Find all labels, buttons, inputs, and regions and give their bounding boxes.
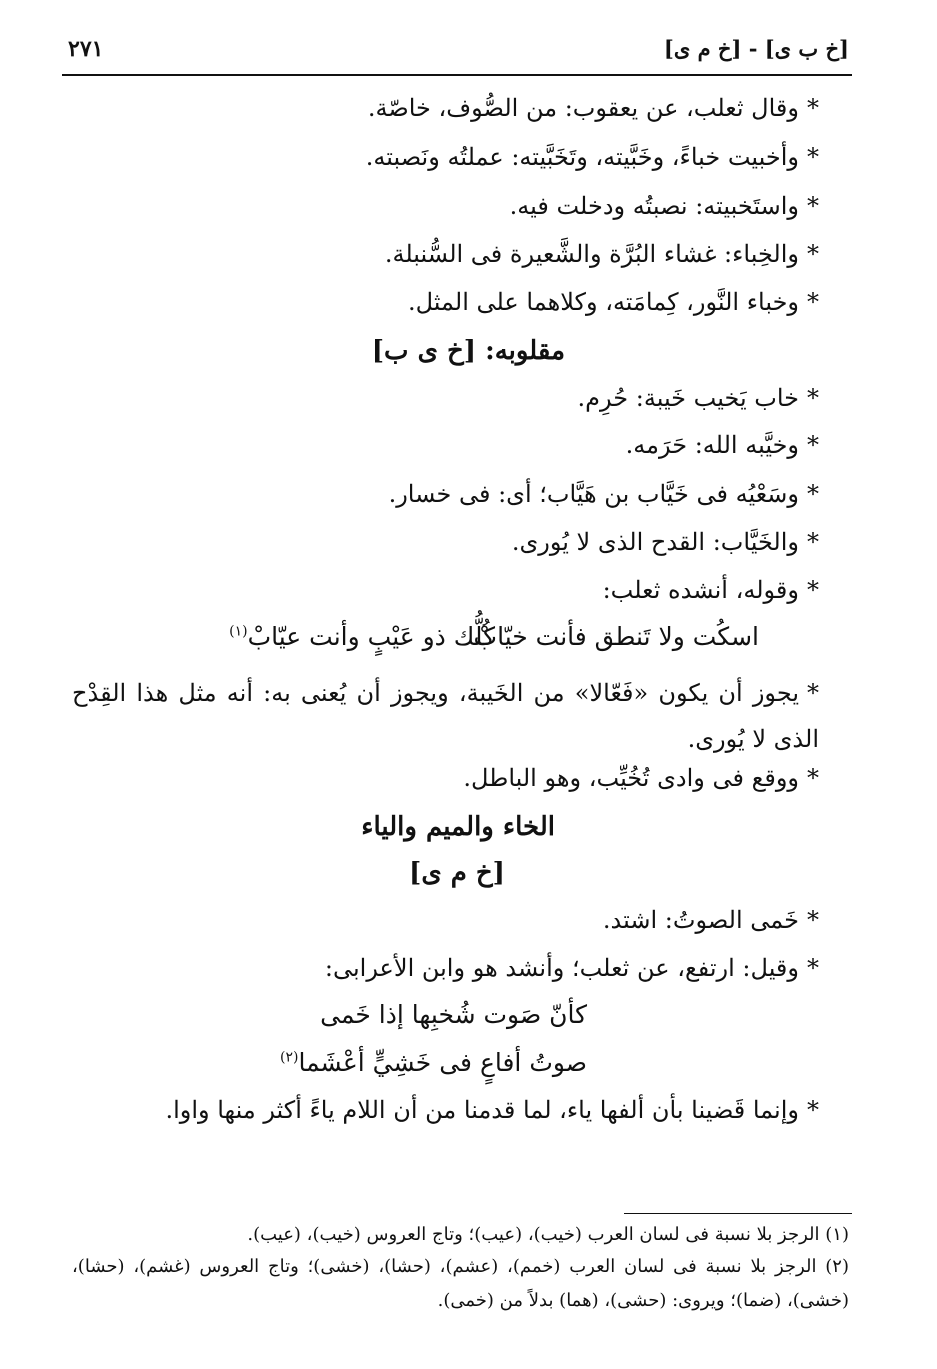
header-rule <box>62 74 852 76</box>
footnote-rule <box>624 1213 852 1214</box>
entry-line: *واستَخبيته: نصبتُه ودخلت فيه. <box>509 192 819 220</box>
footnote: (٢) الرجز بلا نسبة فى لسان العرب (خمم)، (عشم)، (حشا)، (خشى)؛ وتاج العروس (غشم)، (حشا)، (خشى)، (ضما)؛ ويروى: (حشى)، (هما) بدلاً من (خمى). <box>72 1256 849 1311</box>
footnote: (١) الرجز بلا نسبة فى لسان العرب (خيب)، (عيب)؛ وتاج العروس (خيب)، (عيب). <box>247 1224 849 1245</box>
entry-line: *وقوله، أنشده ثعلب: <box>602 576 819 604</box>
entry-line: *وأخبيت خباءً، وخَبَّيته، وتَخَبَّيته: عملتُه ونَصبته. <box>365 143 819 171</box>
footnote-ref: (١) <box>229 623 248 640</box>
entry-line: *والخَيَّاب: القدح الذى لا يُورى. <box>511 528 819 556</box>
subheading-maqlub: مقلوبه: [خ ى ب] <box>371 336 565 366</box>
entry-line: *وإنما قَضينا بأن ألفها ياء، لما قدمنا من أن اللام ياءً أكثر منها واوا. <box>165 1096 819 1124</box>
entry-line: *وخباء النَّور، كِمامَته، وكلاهما على المثل. <box>407 288 819 316</box>
entry-paragraph: *يجوز أن يكون «فَعّالا» من الخَيبة، ويجوز أن يُعنى به: أنه مثل هذا القِدْح الذى لا يُورى. <box>72 679 819 753</box>
root-heading: [خ م ى] <box>409 858 505 888</box>
verse-hemistich-right: اسكُت ولا تَنطق فأنت خيّابْ <box>473 622 759 651</box>
verse-line: كأنّ صَوت شُخبِها إذا خَمى <box>320 1000 587 1029</box>
entry-line: *وسَعْيُه فى خَيَّاب بن هَيَّاب؛ أى: فى خسار. <box>388 480 819 508</box>
verse-line: صوتُ أفاعٍ فى خَشِيٍّ أعْشَما$^{(٢)}$ <box>280 1048 587 1077</box>
page-number: ٢٧١ <box>68 36 104 62</box>
verse-hemistich-left: كُلُّك ذو عَيْبٍ وأنت عيّابْ$^{(١)}$ <box>229 622 495 651</box>
section-heading: الخاء والميم والياء <box>361 812 555 842</box>
entry-line: *وخيَّبه الله: حَرَمه. <box>625 431 819 459</box>
entry-line: *خاب يَخيب خَيبة: حُرِم. <box>577 384 819 412</box>
entry-line: *خَمى الصوتُ: اشتد. <box>602 906 819 934</box>
entry-line: *وقال ثعلب، عن يعقوب: من الصُّوف، خاصّة. <box>367 94 819 122</box>
entry-line: *وقيل: ارتفع، عن ثعلب؛ وأنشد هو وابن الأعرابى: <box>324 954 819 982</box>
entry-line: *والخِباء: غشاء البُرَّة والشَّعيرة فى السُّنبلة. <box>384 240 819 268</box>
running-head: [خ ب ى] - [خ م ى] <box>663 36 849 61</box>
footnote-ref: (٢) <box>280 1049 299 1066</box>
entry-line: *ووقع فى وادى تُخُيِّب، وهو الباطل. <box>463 764 819 792</box>
